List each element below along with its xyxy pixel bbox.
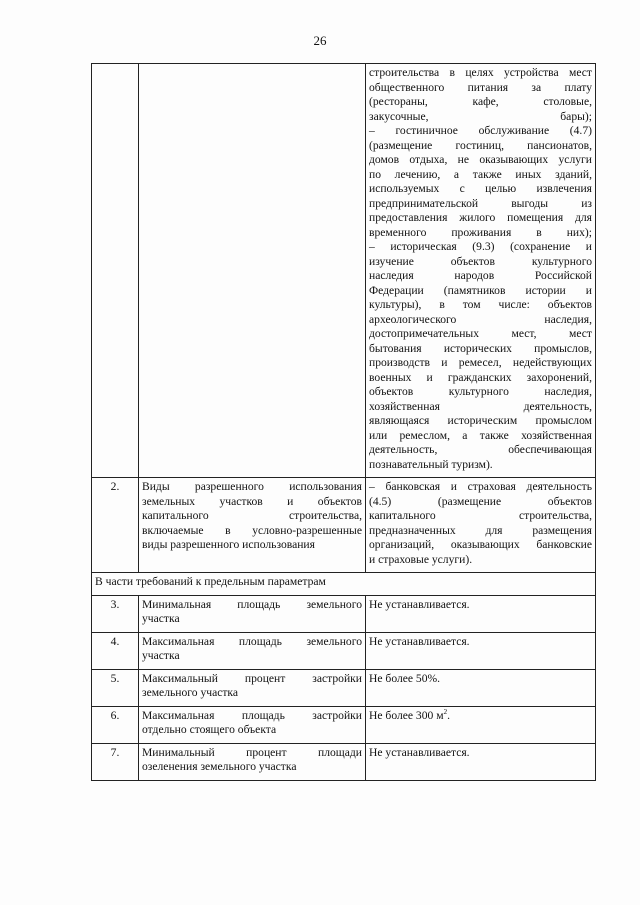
- row-number-cell: 2.: [92, 478, 139, 573]
- text-line: используемых с целью извлечения: [369, 182, 592, 195]
- text-line: наследия народов Российской: [369, 269, 592, 282]
- text-line: или ремеслом, а также хозяйственная: [369, 428, 592, 442]
- row-name-cell: [139, 632, 366, 669]
- text-line: бытования исторических промыслов,: [369, 341, 592, 355]
- text-line: Максимальная площадь земельного: [142, 634, 362, 648]
- text-line: производств и ремесел, недействующих: [369, 356, 592, 369]
- text-line: (4.5) (размещение объектов: [369, 494, 592, 508]
- text-line: предпринимательской выгоды из: [369, 196, 592, 210]
- table-row: [92, 595, 596, 632]
- text-line: отдельно стоящего объекта: [142, 723, 277, 736]
- text-line: общественного питания за плату: [369, 80, 592, 94]
- row-number-cell: 3.: [92, 595, 139, 632]
- text-line: капитального строительства,: [369, 509, 592, 522]
- param-value: Не устанавливается.: [369, 745, 470, 759]
- row-name-cell: [139, 706, 366, 743]
- row-name-cell: [139, 64, 366, 478]
- text-line: по лечению, а также иных зданий,: [369, 167, 592, 181]
- text-line: озеленения земельного участка: [142, 760, 297, 773]
- param-value-tail: .: [447, 708, 450, 722]
- table-row: [92, 706, 596, 743]
- text-line: (рестораны, кафе, столовые,: [369, 95, 592, 108]
- row-value-cell: [366, 669, 596, 706]
- text-line: Федерации (памятников истории и: [369, 283, 592, 297]
- param-value: Не более 50%.: [369, 671, 441, 685]
- text-line: культуры), в том числе: объектов: [369, 298, 592, 311]
- text-line: домов отдыха, не оказывающих услуги: [369, 153, 592, 166]
- text-line: предоставления жилого помещения для: [369, 211, 592, 224]
- text-line: деятельность, обеспечивающая: [369, 443, 592, 456]
- text-line: включаемые в условно-разрешенные: [142, 523, 362, 537]
- text-line: – банковская и страховая деятельность: [369, 480, 592, 493]
- row-number-cell: 5.: [92, 669, 139, 706]
- text-line: капитального строительства,: [142, 509, 362, 522]
- text-line: объектов культурного наследия,: [369, 385, 592, 398]
- text-line: виды разрешенного использования: [142, 538, 315, 551]
- row-value-cell: [366, 706, 596, 743]
- row-value-cell: [366, 595, 596, 632]
- text-line: и страховые услуги).: [369, 552, 473, 566]
- row-name-cell: [139, 743, 366, 780]
- text-line: (размещение гостиниц, пансионатов,: [369, 138, 592, 152]
- row-name-cell: [139, 669, 366, 706]
- text-line: достопримечательных мест, мест: [369, 327, 592, 340]
- regulations-table: [91, 63, 596, 781]
- row-value-cell: [366, 478, 596, 573]
- param-value: Не устанавливается.: [369, 634, 470, 648]
- text-line: участка: [142, 649, 180, 662]
- row-name-cell: [139, 595, 366, 632]
- text-line: – историческая (9.3) (сохранение и: [369, 240, 592, 253]
- row-number-cell: 4.: [92, 632, 139, 669]
- section-header: В части требований к предельным параметрам: [92, 573, 596, 596]
- text-line: являющаяся историческим промыслом: [369, 414, 592, 427]
- text-line: Максимальная площадь застройки: [142, 708, 362, 722]
- table-row: [92, 743, 596, 780]
- param-value: Не более 300 м: [369, 708, 444, 722]
- row-value-cell: [366, 64, 596, 478]
- param-value: Не устанавливается.: [369, 597, 470, 611]
- text-line: Максимальный процент застройки: [142, 671, 362, 685]
- row-name-cell: [139, 478, 366, 573]
- row-value-cell: [366, 632, 596, 669]
- text-line: организаций, оказывающих банковские: [369, 538, 592, 551]
- text-line: земельных участков и объектов: [142, 494, 362, 508]
- table-row: [92, 669, 596, 706]
- table-row: [92, 632, 596, 669]
- text-line: хозяйственная деятельность,: [369, 399, 592, 413]
- section-header-row: [92, 573, 596, 596]
- text-line: изучение объектов культурного: [369, 254, 592, 268]
- text-line: познавательный туризм).: [369, 457, 493, 471]
- row-number-cell: 6.: [92, 706, 139, 743]
- table-row: [92, 478, 596, 573]
- row-number-cell: 7.: [92, 743, 139, 780]
- table-row: [92, 64, 596, 478]
- text-line: участка: [142, 612, 180, 625]
- text-line: Минимальный процент площади: [142, 745, 362, 759]
- text-line: военных и гражданских захоронений,: [369, 370, 592, 384]
- text-line: земельного участка: [142, 686, 239, 699]
- text-line: – гостиничное обслуживание (4.7): [369, 124, 592, 137]
- row-number-cell: [92, 64, 139, 478]
- row-value-cell: [366, 743, 596, 780]
- text-line: предназначенных для размещения: [369, 523, 592, 537]
- superscript: 2: [443, 707, 448, 716]
- text-line: временного проживания в них);: [369, 225, 592, 239]
- text-line: Виды разрешенного использования: [142, 480, 362, 493]
- text-line: Минимальная площадь земельного: [142, 597, 362, 611]
- text-line: закусочные, бары);: [369, 109, 592, 123]
- text-line: строительства в целях устройства мест: [369, 66, 592, 79]
- text-line: археологического наследия,: [369, 312, 592, 326]
- page-number: 26: [313, 33, 327, 48]
